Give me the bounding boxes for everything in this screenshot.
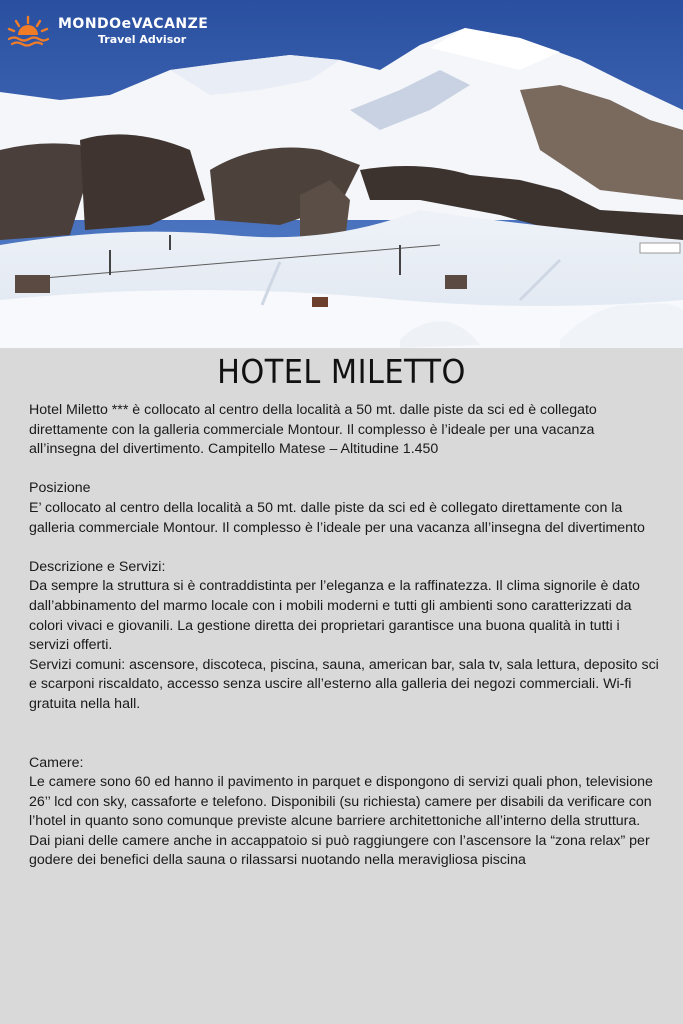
ski-slope-illustration xyxy=(0,0,683,348)
descrizione-heading: Descrizione e Servizi: xyxy=(29,558,166,575)
brand-name: MONDOeVACANZE xyxy=(58,16,209,32)
article-body xyxy=(29,401,659,871)
intro-paragraph: Hotel Miletto *** è collocato al centro della località a 50 mt. dalle piste da sci ed è collegato direttamente con la galleria commerciale Montour. Il complesso è l’ideale per una vacanza all’insegna del divertimento. Campitello Matese – Altitudine 1.450 xyxy=(29,402,597,458)
servizi-paragraph: Servizi comuni: ascensore, discoteca, piscina, sauna, american bar, sala tv, sala lettura, deposito sci e scarponi riscaldato, accesso senza uscire all’esterno alla galleria dei negozi commerciali. Wi-fi gratuita nella hall. xyxy=(29,656,659,712)
hero-image xyxy=(0,0,683,348)
posizione-paragraph: E’ collocato al centro della località a 50 mt. dalle piste da sci ed è collegato direttamente con la galleria commerciale Montour. Il complesso è l’ideale per una vacanza all’insegna del divertimento xyxy=(29,499,645,536)
sun-logo-icon xyxy=(6,15,50,49)
descrizione-paragraph: Da sempre la struttura si è contraddistinta per l’eleganza e la raffinatezza. Il clima signorile è dato dall’abbinamento del marmo locale con i mobili moderni e tutti gli ambienti sono caratterizzati da colori vivaci e giovanili. La gestione diretta dei proprietari garantisce una buona qualità in tutti i servizi offerti. xyxy=(29,578,640,654)
camere-heading: Camere: xyxy=(29,754,84,771)
brand-logo xyxy=(6,14,208,50)
page-title: HOTEL MILETTO xyxy=(217,352,466,391)
camere-paragraph: Le camere sono 60 ed hanno il pavimento in parquet e dispongono di servizi quali phon, televisione 26’’ lcd con sky, cassaforte e telefono. Disponibili (su richiesta) camere per disabili da verificare con l’hotel in quanto sono comunque previste alcune barriere architettoniche all’interno della struttura. Dai piani delle camere anche in accappatoio si può raggiungere con l’ascensore la “zona relax” per godere dei benefici della sauna o rilassarsi nuotando nella meravigliosa piscina xyxy=(29,774,653,869)
posizione-heading: Posizione xyxy=(29,480,91,497)
brand-subtitle: Travel Advisor xyxy=(98,33,187,46)
